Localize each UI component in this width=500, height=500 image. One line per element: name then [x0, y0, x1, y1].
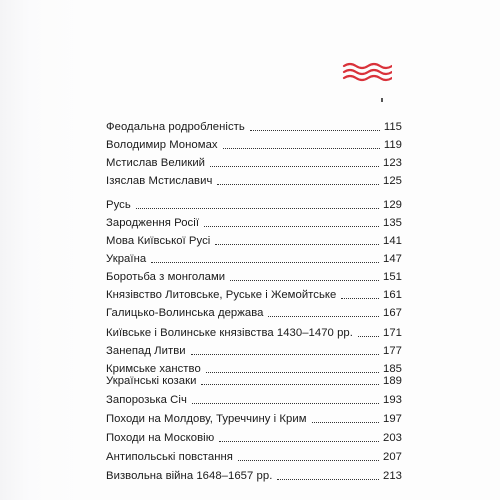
- toc-entry-page: 177: [383, 345, 402, 357]
- toc-entry-title: Кримське ханство: [106, 363, 201, 375]
- toc-entry-title: Занепад Литви: [106, 345, 186, 357]
- toc-entry: [106, 286, 402, 303]
- toc-entry-title: Боротьба з монголами: [106, 271, 226, 283]
- dot-leader: [358, 336, 379, 337]
- toc-entry-page: 189: [383, 375, 402, 387]
- toc-entry: [106, 268, 402, 285]
- toc-entry-title: Походи на Молдову, Туреччину і Крим: [106, 413, 307, 425]
- dot-leader: [204, 226, 379, 227]
- toc-entry-page: 185: [383, 363, 402, 375]
- toc-entry: [106, 118, 402, 135]
- toc-entry: [106, 214, 402, 231]
- toc-entry-title: Антипольські повстання: [106, 451, 233, 463]
- toc-entry: [106, 429, 402, 446]
- toc-entry-title: Українські козаки: [106, 375, 197, 387]
- toc-entry-page: 193: [383, 394, 402, 406]
- toc-entry-title: Київське і Волинське князівства 1430–1470 рр.: [106, 327, 353, 339]
- toc-entry: [106, 136, 402, 153]
- dot-leader: [215, 244, 379, 245]
- toc-entry-title: Ізяслав Мстиславич: [106, 175, 213, 187]
- dot-leader: [223, 148, 380, 149]
- toc-entry-title: Володимир Мономах: [106, 139, 218, 151]
- toc-entry-page: 141: [383, 235, 402, 247]
- dot-leader: [201, 384, 379, 385]
- toc-entry: [106, 342, 402, 359]
- dot-leader: [341, 298, 379, 299]
- toc-entry-page: 115: [383, 121, 402, 133]
- toc-entry: [106, 154, 402, 171]
- toc-entry-title: Феодальна родробленість: [106, 121, 245, 133]
- toc-entry-title: Визвольна війна 1648–1657 рр.: [106, 470, 273, 482]
- dot-leader: [238, 460, 379, 461]
- dot-leader: [136, 208, 379, 209]
- small-mark: [381, 98, 383, 102]
- toc-entry-page: 213: [383, 470, 402, 482]
- toc-entry-page: 207: [383, 451, 402, 463]
- toc-entry-page: 161: [383, 289, 402, 301]
- toc-entry-page: 151: [383, 271, 402, 283]
- dot-leader: [210, 166, 379, 167]
- toc-entry-title: Україна: [106, 253, 147, 265]
- red-wavy-lines-icon: [342, 60, 392, 84]
- dot-leader: [192, 403, 379, 404]
- toc-entry: [106, 324, 402, 341]
- dot-leader: [230, 280, 379, 281]
- dot-leader: [219, 441, 379, 442]
- toc-entry-title: Зародження Росії: [106, 217, 200, 229]
- toc-entry-page: 147: [383, 253, 402, 265]
- toc-entry-page: 171: [383, 327, 402, 339]
- toc-entry-page: 123: [383, 157, 402, 169]
- toc-entry-title: Князівство Литовське, Руське і Жемойтське: [106, 289, 337, 301]
- toc-entry: [106, 410, 402, 427]
- toc-entry-title: Мова Київської Русі: [106, 235, 211, 247]
- toc-entry-title: Запорозька Січ: [106, 394, 187, 406]
- toc-entry: [106, 372, 402, 389]
- toc-entry: [106, 172, 402, 189]
- toc-entry-title: Галицько-Волинська держава: [106, 307, 264, 319]
- toc-entry-title: Походи на Московію: [106, 432, 215, 444]
- dot-leader: [277, 479, 379, 480]
- dot-leader: [151, 262, 379, 263]
- toc-entry-page: 197: [383, 413, 402, 425]
- toc-entry-page: 125: [383, 175, 402, 187]
- toc-entry: [106, 250, 402, 267]
- toc-entry-page: 167: [383, 307, 402, 319]
- toc-entry-page: 203: [383, 432, 402, 444]
- dot-leader: [250, 130, 380, 131]
- dot-leader: [312, 422, 379, 423]
- toc-entry: [106, 304, 402, 321]
- toc-entry: [106, 467, 402, 484]
- toc-entry-page: 135: [383, 217, 402, 229]
- toc-entry: [106, 196, 402, 213]
- toc-entry-page: 129: [383, 199, 402, 211]
- toc-entry: [106, 391, 402, 408]
- dot-leader: [191, 354, 379, 355]
- toc-entry-title: Русь: [106, 199, 131, 211]
- dot-leader: [217, 184, 379, 185]
- toc-entry-page: 119: [383, 139, 402, 151]
- toc-entry-title: Мстислав Великий: [106, 157, 206, 169]
- toc-entry: [106, 448, 402, 465]
- toc-entry: [106, 232, 402, 249]
- dot-leader: [268, 316, 379, 317]
